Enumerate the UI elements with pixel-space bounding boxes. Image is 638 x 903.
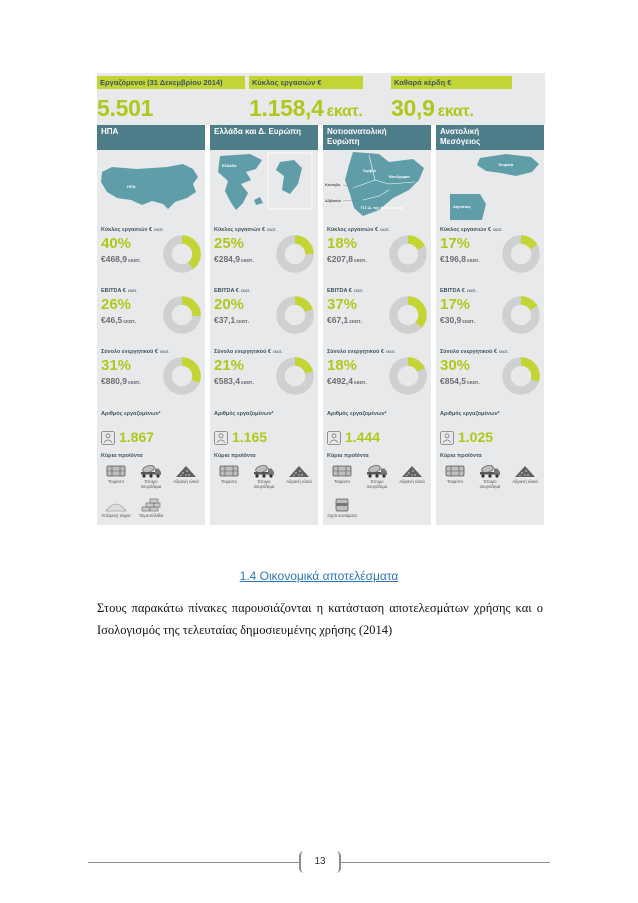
product-item (212, 463, 246, 485)
region-title: Ανατολική (440, 127, 480, 136)
employees-count: 1.025 (458, 429, 494, 445)
metric-amount (440, 315, 475, 325)
products-label: Κύρια προϊόντα (440, 453, 482, 459)
product-item (99, 497, 133, 519)
product-name: Έτοιμο σκυρόδεμα (253, 479, 275, 489)
net-profit-total: 30,9 (391, 95, 435, 121)
product-name: Έτοιμο σκυρόδεμα (366, 479, 388, 489)
product-item (325, 497, 359, 519)
section-heading-text: 1.4 Οικονομικά αποτελέσματα (239, 569, 399, 583)
net-profit-summary-label: Καθαρά κέρδη € (391, 76, 512, 89)
aggregates-icon (174, 463, 198, 479)
metric-amount-unit: εκατ. (128, 380, 141, 386)
metric-percent: 18% (327, 235, 358, 252)
product-name: Τσιμέντο (447, 479, 463, 484)
metric-block (97, 227, 205, 285)
metric-amount-value: €37,1 (214, 315, 236, 325)
metric-block (210, 288, 318, 346)
map-label: Κόσοβο (325, 182, 341, 187)
metric-label (440, 227, 503, 233)
footer-rule-right (341, 862, 550, 863)
product-name: Αδρανή υλικά (286, 479, 312, 484)
map-label: Ελλάδα (222, 163, 237, 168)
employees-count: 1.867 (119, 429, 155, 445)
metric-label (440, 288, 477, 294)
metric-label (327, 227, 390, 233)
map-label: Σερβία (363, 168, 376, 173)
metric-label-unit: εκατ. (240, 288, 251, 293)
metric-label-unit: εκατ. (154, 227, 164, 232)
metric-percent: 25% (214, 235, 245, 252)
product-name: Τσιμέντο (221, 479, 237, 484)
product-item (247, 463, 281, 490)
metric-label-unit: εκατ. (493, 227, 503, 232)
regional-infographic (97, 73, 545, 525)
metric-amount-unit: εκατ. (354, 380, 367, 386)
map-label: Π.Γ.Δ. της Μακεδονίας (361, 205, 404, 210)
product-item (99, 463, 133, 485)
metric-label-text: Κύκλος εργασιών € (327, 227, 379, 233)
metric-label (327, 349, 396, 355)
mixer-truck-icon (252, 463, 276, 479)
metric-amount (101, 254, 141, 264)
metric-amount (327, 376, 367, 386)
metric-block (97, 349, 205, 407)
product-item (169, 463, 203, 485)
metric-label (214, 349, 283, 355)
metric-block (436, 227, 544, 285)
metric-block (210, 349, 318, 407)
employees-summary (97, 76, 245, 121)
metric-amount (101, 315, 136, 325)
employees-count: 1.165 (232, 429, 268, 445)
turnover-summary-label: Κύκλος εργασιών € (249, 76, 363, 89)
metric-amount-value: €196,8 (440, 254, 466, 264)
map-label: Αλβανία (325, 198, 341, 203)
products-label: Κύρια προϊόντα (214, 453, 256, 459)
map-label: Αίγυπτος (453, 204, 471, 209)
net-profit-summary (391, 76, 512, 125)
paragraph-line-2: Ισολογισμός της τελευταίας δημοσιευμένης χρήσης (2014) (97, 623, 393, 637)
metric-amount (101, 376, 141, 386)
product-item (325, 463, 359, 485)
products-label: Κύρια προϊόντα (101, 453, 143, 459)
donut-chart (163, 235, 201, 273)
region-title: Ευρώπη (327, 137, 360, 146)
metric-label-text: Κύκλος εργασιών € (440, 227, 492, 233)
region-column (210, 125, 318, 525)
metric-label (101, 227, 164, 233)
metric-amount-value: €854,5 (440, 376, 466, 386)
cement-bag-icon (217, 463, 241, 479)
region-title: Ελλάδα και Δ. Ευρώπη (214, 127, 301, 136)
metric-amount-unit: εκατ. (467, 258, 480, 264)
metric-amount-value: €468,9 (101, 254, 127, 264)
donut-chart (389, 296, 427, 334)
product-item (438, 463, 472, 485)
section-heading (0, 569, 638, 583)
metric-block (436, 288, 544, 346)
metric-amount-value: €284,9 (214, 254, 240, 264)
metric-amount-unit: εκατ. (462, 319, 476, 325)
metric-block (323, 349, 431, 407)
metric-label (214, 288, 251, 294)
metric-percent: 37% (327, 296, 358, 313)
metric-percent: 31% (101, 357, 132, 374)
map-country-shape (254, 197, 263, 205)
products-label: Κύρια προϊόντα (327, 453, 369, 459)
metric-percent: 40% (101, 235, 132, 252)
fly-ash-icon (104, 497, 128, 513)
metric-label-text: EBITDA € (327, 288, 352, 294)
region-header (210, 125, 318, 150)
metric-amount-unit: εκατ. (467, 380, 480, 386)
metric-label-unit: εκατ. (380, 227, 390, 232)
blocks-icon (139, 497, 163, 513)
metric-label-unit: εκατ. (353, 288, 364, 293)
donut-chart (502, 235, 540, 273)
donut-chart (276, 357, 314, 395)
metric-block (210, 227, 318, 285)
region-header (436, 125, 544, 150)
product-item (395, 463, 429, 485)
cement-bag-icon (104, 463, 128, 479)
metric-amount-value: €30,9 (440, 315, 462, 325)
metric-label-text: EBITDA € (440, 288, 465, 294)
metric-label (214, 227, 277, 233)
metric-label-text: Σύνολο ενεργητικού € (440, 349, 497, 355)
employees-label: Αριθμός εργαζομένων² (214, 411, 274, 417)
aggregates-icon (400, 463, 424, 479)
metric-amount-value: €67,1 (327, 315, 349, 325)
metric-label-unit: εκατ. (267, 227, 277, 232)
product-item (134, 463, 168, 490)
product-item (508, 463, 542, 485)
metric-amount-unit: εκατ. (354, 258, 367, 264)
metric-block (323, 227, 431, 285)
metric-amount-value: €492,4 (327, 376, 353, 386)
metric-label-text: Σύνολο ενεργητικού € (101, 349, 158, 355)
metric-amount-unit: εκατ. (128, 258, 141, 264)
metric-amount-unit: εκατ. (241, 258, 254, 264)
employee-icon (214, 431, 228, 445)
metric-label-unit: εκατ. (385, 349, 396, 354)
metric-amount (214, 315, 249, 325)
metric-amount (327, 254, 367, 264)
metric-percent: 21% (214, 357, 245, 374)
employee-icon (440, 431, 454, 445)
donut-chart (502, 296, 540, 334)
region-column (436, 125, 544, 525)
metric-amount (214, 254, 254, 264)
donut-chart (276, 235, 314, 273)
metric-label-text: Σύνολο ενεργητικού € (327, 349, 384, 355)
map-country-shape (276, 160, 302, 194)
product-name: Αδρανή υλικά (173, 479, 199, 484)
product-item (473, 463, 507, 490)
metric-label-unit: εκατ. (498, 349, 509, 354)
metric-label (440, 349, 509, 355)
aggregates-icon (513, 463, 537, 479)
metric-block (97, 288, 205, 346)
aggregates-icon (287, 463, 311, 479)
employees-total: 5.501 (97, 95, 154, 121)
summary-strip (97, 73, 545, 125)
metric-percent: 17% (440, 296, 471, 313)
employees-summary-value (97, 95, 245, 121)
metric-amount-value: €583,4 (214, 376, 240, 386)
metric-amount-value: €46,5 (101, 315, 123, 325)
donut-chart (163, 296, 201, 334)
footer-rule-left (88, 862, 299, 863)
turnover-summary-value (249, 95, 363, 125)
region-column (323, 125, 431, 525)
donut-chart (163, 357, 201, 395)
turnover-summary (249, 76, 363, 125)
product-name: Τσιμέντο (108, 479, 124, 484)
metric-amount (440, 254, 480, 264)
cement-bag-icon (443, 463, 467, 479)
region-title: ΗΠΑ (101, 127, 119, 136)
product-name: Έτοιμο σκυρόδεμα (140, 479, 162, 489)
donut-chart (276, 296, 314, 334)
region-header (97, 125, 205, 150)
metric-label (101, 349, 170, 355)
employee-icon (101, 431, 115, 445)
metric-label (327, 288, 364, 294)
metric-label-unit: εκατ. (127, 288, 138, 293)
metric-block (436, 349, 544, 407)
mortar-icon (330, 497, 354, 513)
product-item (282, 463, 316, 485)
product-name: Έτοιμο σκυρόδεμα (479, 479, 501, 489)
metric-block (323, 288, 431, 346)
metric-amount (440, 376, 480, 386)
metric-amount-unit: εκατ. (123, 319, 137, 325)
metric-label-text: EBITDA € (101, 288, 126, 294)
turnover-total: 1.158,4 (249, 95, 324, 121)
employee-icon (327, 431, 341, 445)
employees-label: Αριθμός εργαζομένων² (327, 411, 387, 417)
metric-percent: 30% (440, 357, 471, 374)
turnover-unit: εκατ. (326, 103, 363, 120)
product-name: Τσιμέντο (334, 479, 350, 484)
donut-chart (389, 235, 427, 273)
region-title: Μεσόγειος (440, 137, 481, 146)
region-header (323, 125, 431, 150)
mixer-truck-icon (139, 463, 163, 479)
map-country-shape (101, 164, 198, 209)
product-name: Ιπτάμενη τέφρα (101, 513, 131, 518)
product-name: Αδρανή υλικά (512, 479, 538, 484)
region-map (210, 150, 318, 222)
metric-amount-unit: εκατ. (241, 380, 254, 386)
employees-count: 1.444 (345, 429, 381, 445)
region-title: Νοτιοανατολική (327, 127, 387, 136)
donut-chart (389, 357, 427, 395)
metric-amount-value: €880,9 (101, 376, 127, 386)
region-map (323, 150, 431, 222)
metric-amount (327, 315, 362, 325)
region-map (97, 150, 205, 222)
employees-summary-label: Εργαζόμενοι (31 Δεκεμβρίου 2014) (97, 76, 245, 89)
region-column (97, 125, 205, 525)
metric-amount-unit: εκατ. (349, 319, 363, 325)
map-label: Τουρκία (498, 162, 514, 167)
region-map (436, 150, 544, 222)
metric-amount (214, 376, 254, 386)
metric-label-unit: εκατ. (272, 349, 283, 354)
product-item (134, 497, 168, 519)
metric-percent: 18% (327, 357, 358, 374)
metric-label-unit: εκατ. (159, 349, 170, 354)
employees-label: Αριθμός εργαζομένων² (440, 411, 500, 417)
employees-label: Αριθμός εργαζομένων² (101, 411, 161, 417)
product-item (360, 463, 394, 490)
metric-label-text: EBITDA € (214, 288, 239, 294)
map-label: Βουλγαρία (389, 174, 410, 179)
metric-label-text: Σύνολο ενεργητικού € (214, 349, 271, 355)
metric-label-text: Κύκλος εργασιών € (214, 227, 266, 233)
mixer-truck-icon (365, 463, 389, 479)
product-name: Αδρανή υλικά (399, 479, 425, 484)
mixer-truck-icon (478, 463, 502, 479)
metric-label-unit: εκατ. (466, 288, 477, 293)
metric-percent: 26% (101, 296, 132, 313)
cement-bag-icon (330, 463, 354, 479)
map-label: ΗΠΑ (127, 184, 136, 189)
metric-percent: 17% (440, 235, 471, 252)
product-name: Τσιμεντόλιθοι (138, 513, 164, 518)
net-profit-unit: εκατ. (437, 103, 474, 120)
product-name: Ξηρά κονιάματα (327, 513, 357, 518)
metric-amount-value: €207,8 (327, 254, 353, 264)
net-profit-summary-value (391, 95, 512, 125)
donut-chart (502, 357, 540, 395)
paragraph-line-1: Στους παρακάτω πίνακες παρουσιάζονται η κατάσταση αποτελεσμάτων χρήσης και ο (97, 601, 543, 615)
metric-amount-unit: εκατ. (236, 319, 250, 325)
metric-label-text: Κύκλος εργασιών € (101, 227, 153, 233)
metric-label (101, 288, 138, 294)
metric-percent: 20% (214, 296, 245, 313)
page-number: 13 (299, 851, 341, 873)
